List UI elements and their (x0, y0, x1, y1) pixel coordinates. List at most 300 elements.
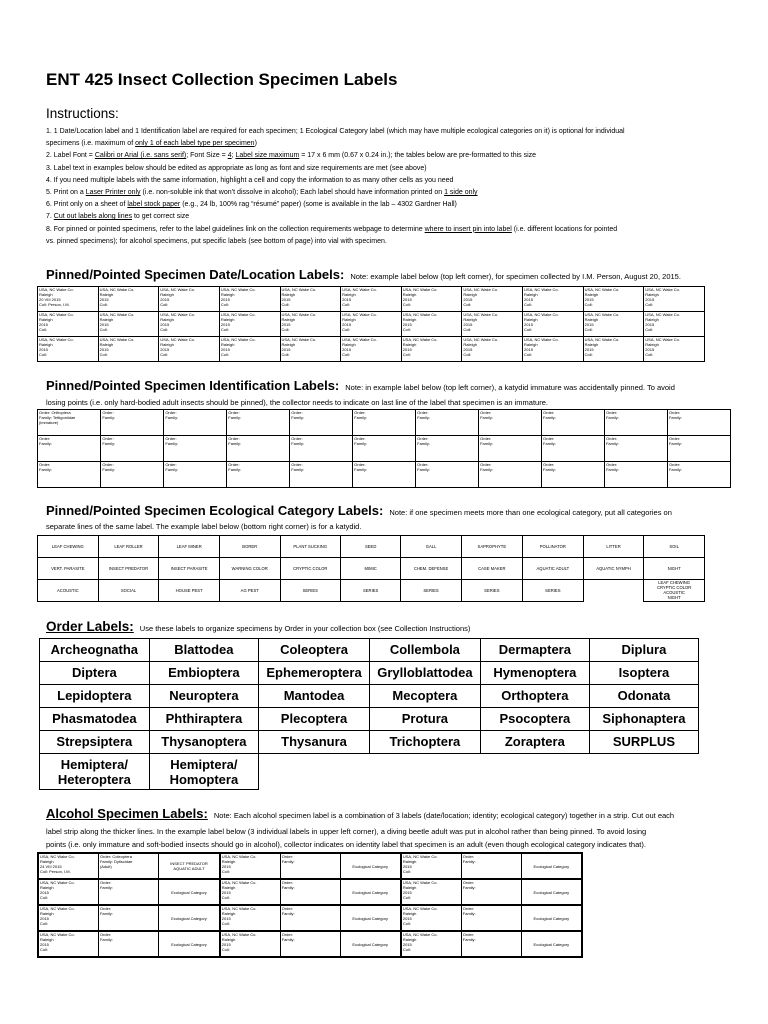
label-line: Coll: (463, 352, 472, 357)
eco-label-cell[interactable]: CASE MAKER (461, 558, 522, 580)
label-line: Raleigh (584, 292, 599, 297)
date-label-cell[interactable] (583, 337, 644, 362)
label-line: Family: (228, 467, 242, 472)
order-label-cell[interactable]: Blattodea (149, 639, 258, 662)
label-line: Coll: (281, 327, 290, 332)
label-line: 2015 (281, 322, 291, 327)
eco-label-cell[interactable]: SOIL (644, 536, 705, 558)
label-line: Coll: (342, 352, 351, 357)
label-line: USA, NC Wake Co. (160, 287, 196, 292)
label-line: Raleigh (99, 342, 114, 347)
id-label-cell[interactable] (290, 462, 353, 488)
label-line: Family: (462, 937, 476, 942)
eco-label-cell[interactable]: PLANT SUCKING (280, 536, 341, 558)
label-line: USA, NC Wake Co. (584, 312, 620, 317)
id-label-cell[interactable] (101, 436, 164, 462)
label-line: Raleigh (99, 292, 114, 297)
label-line: 2015 (402, 916, 412, 921)
label-line: 20 VIII 2015 (39, 297, 61, 302)
eco-label-cell[interactable]: AQUATIC ADULT (522, 558, 583, 580)
date-label-cell[interactable] (98, 312, 159, 337)
id-section-title: Pinned/Pointed Specimen Identification Labels: Note: in example label below (top left corner), a katydid immature was accidentally pinned. To avoid (46, 378, 675, 393)
alcohol-eco-cell[interactable]: Ecological Category (159, 879, 220, 905)
id-section-note: losing points (i.e. only hard-bodied adult insects should be pinned), the collector needs to indicate on last line of the label that specimen is an immature. (46, 398, 548, 407)
label-line: Coll: (99, 302, 108, 307)
label-line: 2015 (524, 322, 533, 327)
id-label-cell[interactable] (542, 462, 605, 488)
alcohol-id-cell[interactable] (98, 853, 158, 879)
alcohol-id-cell[interactable] (98, 931, 158, 957)
order-label-cell[interactable]: Collembola (369, 639, 480, 662)
label-line: 2015 (40, 942, 49, 947)
id-label-cell[interactable] (38, 436, 101, 462)
eco-label-cell[interactable]: AG PEST (219, 580, 280, 602)
id-label-cell[interactable] (479, 436, 542, 462)
id-label-cell[interactable] (667, 410, 730, 436)
alcohol-id-cell[interactable] (280, 931, 340, 957)
alcohol-location-cell[interactable] (38, 879, 98, 905)
date-label-cell[interactable] (98, 287, 159, 312)
order-label-cell[interactable]: Odonata (589, 685, 698, 708)
alcohol-eco-cell[interactable]: Ecological Category (340, 879, 401, 905)
order-label-cell[interactable]: Neuroptera (149, 685, 258, 708)
eco-label-cell[interactable]: AQUATIC NYMPH (583, 558, 643, 580)
label-line: Order: (462, 880, 475, 885)
date-label-cell[interactable] (38, 312, 99, 337)
order-label-cell[interactable]: Dermaptera (480, 639, 589, 662)
alcohol-location-cell[interactable] (220, 853, 280, 879)
label-line: 2015 (281, 297, 291, 302)
eco-label-cell[interactable]: BORER (219, 536, 280, 558)
date-label-cell[interactable] (38, 287, 99, 312)
date-label-cell[interactable] (341, 287, 402, 312)
label-line: USA, NC Wake Co. (40, 854, 75, 859)
id-label-cell[interactable] (667, 436, 730, 462)
alcohol-id-cell[interactable] (461, 905, 521, 931)
label-line: Order: (417, 410, 429, 415)
eco-label-cell[interactable]: LITTER (583, 536, 643, 558)
label-line: USA, NC Wake Co. (40, 880, 75, 885)
id-label-cell[interactable] (479, 462, 542, 488)
id-label-cell[interactable] (416, 410, 479, 436)
label-line: 2015 (463, 322, 473, 327)
label-line: USA, NC Wake Co. (645, 337, 681, 342)
order-label-cell[interactable]: Isoptera (589, 662, 698, 685)
order-label-cell[interactable]: Orthoptera (480, 685, 589, 708)
table-row (38, 879, 582, 905)
date-label-cell[interactable] (159, 312, 220, 337)
label-line: Order: (668, 436, 681, 441)
label-line: Raleigh (281, 317, 296, 322)
date-label-cell[interactable] (341, 337, 402, 362)
id-label-cell[interactable] (164, 436, 227, 462)
order-label-cell[interactable]: Plecoptera (259, 708, 370, 731)
date-label-cell[interactable] (644, 312, 705, 337)
order-label-cell[interactable]: Protura (369, 708, 480, 731)
label-line: Coll: (160, 302, 169, 307)
label-line: Raleigh (39, 342, 53, 347)
order-label-cell[interactable]: Zoraptera (480, 731, 589, 754)
date-label-cell[interactable] (523, 287, 584, 312)
eco-label-cell[interactable]: SAPROPHYTE (461, 536, 522, 558)
eco-label-cell[interactable] (644, 580, 705, 602)
order-label-cell[interactable] (40, 754, 150, 790)
id-label-cell[interactable] (416, 462, 479, 488)
label-line: Order: (417, 462, 429, 467)
id-label-cell[interactable] (290, 436, 353, 462)
label-line: Family: (102, 415, 116, 420)
label-line: Coll: (402, 302, 411, 307)
eco-label-cell[interactable]: SOCIAL (98, 580, 159, 602)
date-label-cell[interactable] (98, 337, 159, 362)
alcohol-id-cell[interactable] (461, 853, 521, 879)
alcohol-section-note-2: points (i.e. only immature and soft-bodied insects should go in alcohol), collector indicates on identity label that specimen is an adult (even though ecological category indicates that). (46, 840, 646, 849)
label-line: Order: (165, 462, 177, 467)
date-label-cell[interactable] (523, 312, 584, 337)
label-line: Coll: Person, I.M. (39, 302, 70, 307)
date-label-cell[interactable] (280, 312, 341, 337)
alcohol-location-cell[interactable] (38, 905, 98, 931)
id-label-cell[interactable] (604, 410, 667, 436)
order-label-cell[interactable]: Lepidoptera (40, 685, 150, 708)
label-line: USA, NC Wake Co. (342, 337, 377, 342)
label-line: USA, NC Wake Co. (220, 312, 256, 317)
label-line: Order: (39, 462, 51, 467)
eco-label-cell[interactable]: LEAF CHEWING (38, 536, 99, 558)
id-label-cell[interactable] (416, 436, 479, 462)
alcohol-location-cell[interactable] (401, 879, 461, 905)
label-line: Family: (165, 467, 179, 472)
table-row (40, 662, 699, 685)
id-label-cell[interactable] (164, 410, 227, 436)
label-line: Coll: (221, 921, 230, 926)
date-label-cell[interactable] (583, 287, 644, 312)
label-line: Coll: (220, 327, 229, 332)
order-label-cell[interactable]: Diplura (589, 639, 698, 662)
date-label-cell[interactable] (462, 287, 523, 312)
date-label-cell[interactable] (219, 337, 280, 362)
date-label-cell[interactable] (523, 337, 584, 362)
alcohol-id-cell[interactable] (280, 853, 340, 879)
order-label-cell[interactable]: Coleoptera (259, 639, 370, 662)
eco-label-cell[interactable]: WARNING COLOR (219, 558, 280, 580)
label-line: Order: (668, 462, 681, 467)
label-line: Family: (102, 441, 116, 446)
label-line: Coll: (645, 302, 654, 307)
alcohol-id-cell[interactable] (461, 931, 521, 957)
label-line: Order: (102, 436, 114, 441)
eco-label-cell[interactable]: INSECT PREDATOR (98, 558, 159, 580)
order-label-cell[interactable]: Ephemeroptera (259, 662, 370, 685)
eco-label-cell[interactable]: VERT. PARASITE (38, 558, 99, 580)
alcohol-eco-cell[interactable]: Ecological Category (521, 853, 582, 879)
label-line: Order: (417, 436, 429, 441)
eco-label-cell[interactable]: NIGHT (644, 558, 705, 580)
label-line: Raleigh (221, 859, 236, 864)
id-label-cell[interactable] (227, 462, 290, 488)
alcohol-location-cell[interactable] (401, 931, 461, 957)
label-line: Order: (668, 410, 681, 415)
order-label-cell[interactable]: Embioptera (149, 662, 258, 685)
label-line: Raleigh (342, 317, 356, 322)
alcohol-location-cell[interactable] (401, 853, 461, 879)
alcohol-id-cell[interactable] (98, 905, 158, 931)
id-label-cell[interactable] (479, 410, 542, 436)
label-line: Coll: (160, 327, 169, 332)
alcohol-eco-cell[interactable]: Ecological Category (521, 905, 582, 931)
label-line: Coll: (584, 352, 593, 357)
label-line: 2015 (402, 890, 412, 895)
label-line: Raleigh (99, 317, 114, 322)
alcohol-eco-cell[interactable]: Ecological Category (340, 853, 401, 879)
label-line: Raleigh (40, 859, 54, 864)
date-label-cell[interactable] (219, 287, 280, 312)
date-label-cell[interactable] (159, 287, 220, 312)
label-line: Raleigh (281, 292, 296, 297)
date-label-cell[interactable] (280, 287, 341, 312)
label-line: Raleigh (220, 292, 235, 297)
date-label-cell[interactable] (280, 337, 341, 362)
date-label-cell[interactable] (401, 287, 462, 312)
label-line: Family: (417, 467, 431, 472)
alcohol-id-cell[interactable] (280, 879, 340, 905)
order-label-cell[interactable]: Psocoptera (480, 708, 589, 731)
label-line: Coll: (221, 895, 230, 900)
eco-label-cell[interactable]: LEAF ROLLER (98, 536, 159, 558)
label-line: Raleigh (463, 292, 477, 297)
date-label-cell[interactable] (583, 312, 644, 337)
eco-label-cell[interactable]: SERIES (522, 580, 583, 602)
label-line: Raleigh (221, 885, 236, 890)
eco-label-cell[interactable]: SERIES (280, 580, 341, 602)
date-label-cell[interactable] (644, 287, 705, 312)
order-label-cell[interactable]: SURPLUS (589, 731, 698, 754)
order-label-cell[interactable]: Trichoptera (369, 731, 480, 754)
alcohol-id-cell[interactable] (280, 905, 340, 931)
order-label-cell[interactable]: Mantodea (259, 685, 370, 708)
label-line: Family: (543, 415, 556, 420)
label-line: CRYPTIC COLOR (656, 585, 692, 590)
label-line: USA, NC Wake Co. (281, 287, 317, 292)
order-label-cell[interactable]: Archeognatha (40, 639, 150, 662)
label-line: Coll: (281, 352, 290, 357)
label-line: Family: (291, 467, 305, 472)
label-line: Family: (281, 937, 295, 942)
eco-label-cell[interactable]: SEED (341, 536, 401, 558)
label-line: USA, NC Wake Co. (99, 312, 135, 317)
label-line: Raleigh (342, 292, 356, 297)
id-label-cell[interactable] (227, 436, 290, 462)
order-label-cell[interactable]: Phthiraptera (149, 708, 258, 731)
instruction-6: 6. Print only on a sheet of label stock paper (e.g., 24 lb, 100% rag “résumé” paper) (some is available in the lab – 4302 Gardner Hall) (46, 201, 457, 209)
label-line: Order: (605, 410, 618, 415)
alcohol-eco-cell[interactable]: Ecological Category (159, 905, 220, 931)
label-line: Raleigh (524, 317, 538, 322)
label-line: Coll: (524, 327, 533, 332)
date-label-cell[interactable] (401, 312, 462, 337)
label-line: Family: (480, 467, 493, 472)
label-line: Coll: (584, 302, 593, 307)
eco-label-cell[interactable]: POLLINATOR (522, 536, 583, 558)
order-label-cell[interactable]: Siphonaptera (589, 708, 698, 731)
alcohol-eco-cell[interactable]: Ecological Category (159, 931, 220, 957)
eco-label-cell[interactable]: MIMIC (341, 558, 401, 580)
order-label-cell[interactable]: Grylloblattodea (369, 662, 480, 685)
label-line: Family: (605, 467, 619, 472)
label-line: 2015 (39, 347, 48, 352)
id-label-cell[interactable] (164, 462, 227, 488)
label-line: USA, NC Wake Co. (220, 337, 256, 342)
alcohol-location-cell[interactable] (220, 879, 280, 905)
label-line: Order: (291, 410, 303, 415)
table-row (38, 905, 582, 931)
label-line: Family: (281, 859, 295, 864)
label-line: Order: (354, 462, 366, 467)
label-line: 2015 (402, 864, 412, 869)
eco-label-cell[interactable]: ACOUSTIC (38, 580, 99, 602)
id-label-cell[interactable] (667, 462, 730, 488)
label-line: Family: (291, 441, 305, 446)
alcohol-section-title: Alcohol Specimen Labels: Note: Each alcohol specimen label is a combination of 3 labels (date/location; identity; ecological category) together in a strip. Cut out each (46, 806, 675, 821)
label-line: Raleigh (281, 342, 296, 347)
alcohol-location-cell[interactable] (401, 905, 461, 931)
label-line: Coll: (402, 327, 411, 332)
alcohol-eco-cell[interactable]: Ecological Category (340, 931, 401, 957)
eco-label-cell[interactable]: SERIES (341, 580, 401, 602)
alcohol-location-cell[interactable] (220, 905, 280, 931)
date-label-cell[interactable] (341, 312, 402, 337)
label-line: Order: (102, 462, 114, 467)
order-label-cell[interactable]: Phasmatodea (40, 708, 150, 731)
label-line: Family: (354, 441, 368, 446)
id-label-cell[interactable] (353, 436, 416, 462)
alcohol-id-cell[interactable] (461, 879, 521, 905)
label-line: USA, NC Wake Co. (402, 932, 438, 937)
table-row (38, 312, 705, 337)
date-label-cell[interactable] (401, 337, 462, 362)
id-label-cell[interactable] (353, 462, 416, 488)
label-line: AQUATIC ADULT (173, 866, 205, 871)
id-label-cell[interactable] (542, 436, 605, 462)
label-line: Raleigh (39, 292, 53, 297)
label-line: Order: (605, 436, 618, 441)
order-label-cell[interactable] (149, 754, 258, 790)
label-line: 2015 (220, 297, 230, 302)
label-line: Order: (281, 932, 294, 937)
id-label-cell[interactable] (38, 410, 101, 436)
label-line: USA, NC Wake Co. (39, 287, 74, 292)
order-label-cell[interactable]: Hymenoptera (480, 662, 589, 685)
label-line: Coll: (40, 895, 49, 900)
label-line: Raleigh (40, 911, 54, 916)
table-row (38, 436, 731, 462)
label-line: 2015 (281, 347, 291, 352)
eco-label-cell[interactable]: SERIES (461, 580, 522, 602)
label-line: Raleigh (402, 885, 417, 890)
order-label-cell[interactable]: Strepsiptera (40, 731, 150, 754)
label-line: Coll: (281, 302, 290, 307)
label-line: USA, NC Wake Co. (402, 312, 438, 317)
label-line: 2015 (584, 322, 594, 327)
instruction-8b: vs. pinned specimens); for alcohol specimens, put specific labels (see bottom of page) into vial with specimen. (46, 237, 387, 245)
alcohol-eco-cell[interactable]: Ecological Category (521, 931, 582, 957)
label-line: Coll: (463, 327, 472, 332)
label-line: Order: (165, 436, 177, 441)
label-line: 2015 (584, 297, 594, 302)
date-label-cell[interactable] (462, 312, 523, 337)
label-line: USA, NC Wake Co. (99, 337, 135, 342)
empty-cell (369, 754, 480, 790)
alcohol-id-cell[interactable] (98, 879, 158, 905)
label-line: USA, NC Wake Co. (342, 312, 377, 317)
label-line: Coll: (220, 302, 229, 307)
id-label-cell[interactable] (542, 410, 605, 436)
label-line: USA, NC Wake Co. (524, 287, 559, 292)
order-label-cell[interactable]: Thysanura (259, 731, 370, 754)
label-line: Order: (39, 436, 51, 441)
label-line: Family: (281, 911, 295, 916)
eco-label-cell[interactable]: CHEM. DEFENSE (401, 558, 462, 580)
date-label-cell[interactable] (38, 337, 99, 362)
label-line: LEAF CHEWING (658, 580, 691, 585)
id-label-cell[interactable] (101, 462, 164, 488)
label-line: USA, NC Wake Co. (402, 337, 438, 342)
label-line: Order: Orthoptera (39, 410, 71, 415)
date-label-cell[interactable] (462, 337, 523, 362)
label-line: Coll: (40, 947, 49, 952)
label-line: Raleigh (40, 937, 54, 942)
alcohol-eco-cell[interactable]: Ecological Category (521, 879, 582, 905)
alcohol-location-cell[interactable] (220, 931, 280, 957)
eco-label-cell[interactable]: LEAF MINER (159, 536, 220, 558)
label-line: Coll: (584, 327, 593, 332)
eco-label-cell[interactable]: INSECT PARASITE (159, 558, 220, 580)
label-line: Family: (668, 467, 682, 472)
label-line: ACOUSTIC (663, 590, 685, 595)
id-label-cell[interactable] (604, 436, 667, 462)
alcohol-eco-cell[interactable] (159, 853, 220, 879)
label-line: Family: (543, 441, 556, 446)
label-line: USA, NC Wake Co. (40, 932, 75, 937)
date-label-cell[interactable] (219, 312, 280, 337)
eco-label-cell[interactable]: SERIES (401, 580, 462, 602)
label-line: Raleigh (342, 342, 356, 347)
id-label-cell[interactable] (227, 410, 290, 436)
eco-label-cell[interactable]: GALL (401, 536, 462, 558)
label-line: Raleigh (645, 292, 659, 297)
label-line: Family: (228, 415, 242, 420)
order-label-cell[interactable]: Thysanoptera (149, 731, 258, 754)
date-label-cell[interactable] (159, 337, 220, 362)
alcohol-location-cell[interactable] (38, 853, 98, 879)
id-label-cell[interactable] (353, 410, 416, 436)
order-label-cell[interactable]: Mecoptera (369, 685, 480, 708)
eco-label-cell[interactable] (583, 580, 643, 602)
label-line: Coll: (402, 921, 411, 926)
date-label-cell[interactable] (644, 337, 705, 362)
id-label-cell[interactable] (101, 410, 164, 436)
order-label-cell[interactable]: Diptera (40, 662, 150, 685)
eco-label-cell[interactable]: HOUSE PEST (159, 580, 220, 602)
table-row (38, 410, 731, 436)
id-label-cell[interactable] (604, 462, 667, 488)
label-line: 2015 (402, 347, 412, 352)
id-label-cell[interactable] (38, 462, 101, 488)
id-label-cell[interactable] (290, 410, 353, 436)
eco-label-cell[interactable]: CRYPTIC COLOR (280, 558, 341, 580)
alcohol-location-cell[interactable] (38, 931, 98, 957)
alcohol-eco-cell[interactable]: Ecological Category (340, 905, 401, 931)
